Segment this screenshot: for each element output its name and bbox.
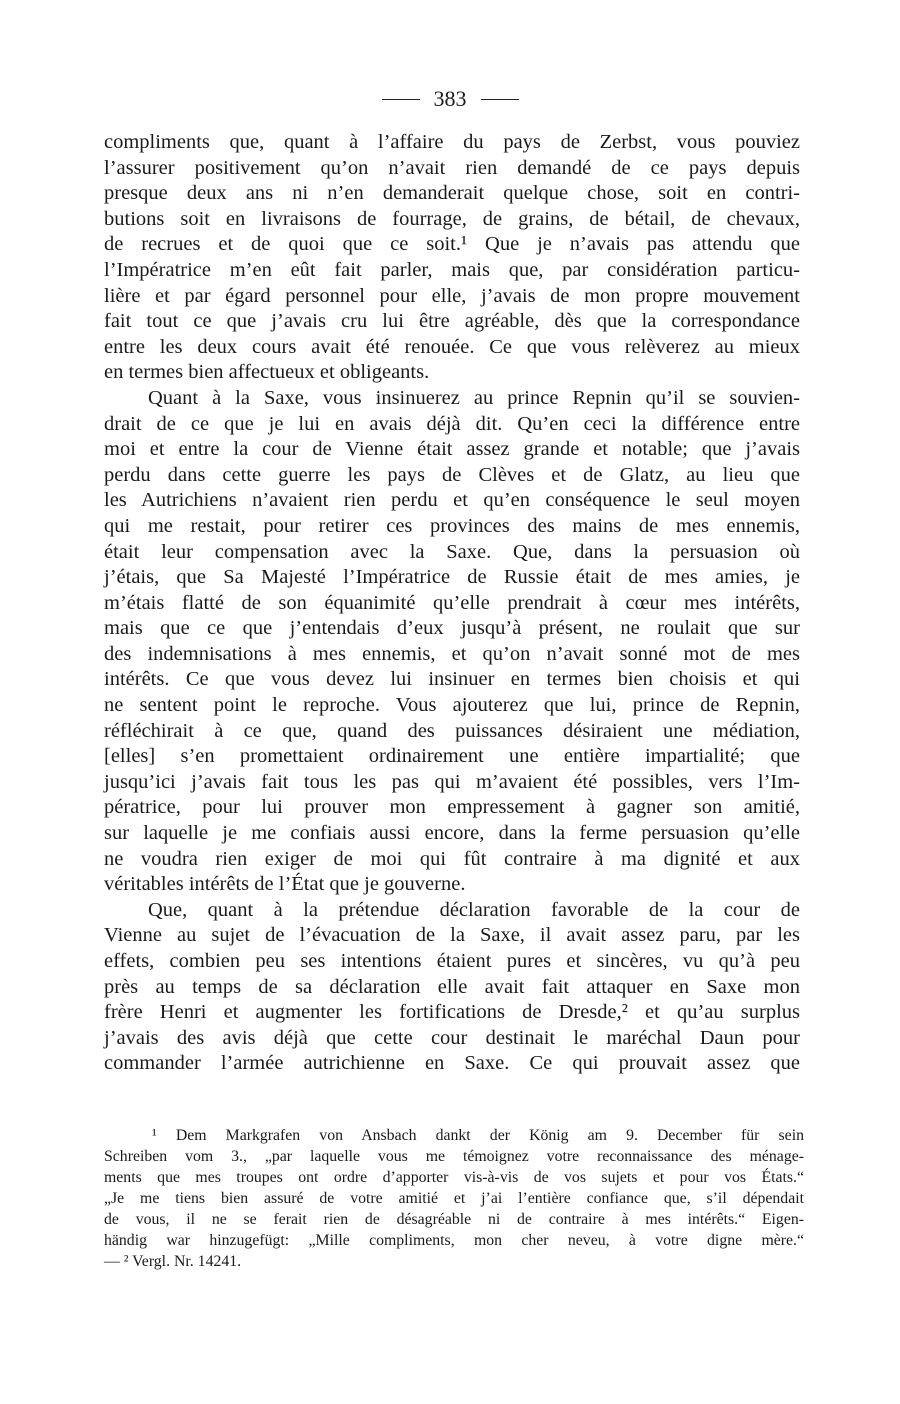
text-line: Que, quant à la prétendue déclaration favorable de la cour de [148,898,800,921]
text-line: entre les deux cours avait été renouée. Ce que vous relèverez au mieux [104,335,800,358]
footnote-line: ¹ Dem Markgrafen von Ansbach dankt der König am 9. December für sein [152,1127,804,1144]
text-line: ne voudra rien exiger de moi qui fût contraire à ma dignité et aux [104,847,800,870]
text-line: m’étais flatté de son équanimité qu’elle prendrait à cœur mes intérêts, [104,591,800,614]
text-line: sur laquelle je me confiais aussi encore, dans la ferme persuasion qu’elle [104,822,800,845]
header-rule-left [382,99,420,100]
footnote-line: händig war hinzugefügt: „Mille compliments, mon cher neveu, à votre digne mère.“ [104,1232,804,1249]
page-number: 383 [433,86,467,111]
text-line: presque deux ans ni n’en demanderait quelque chose, soit en contri- [104,182,800,205]
text-line: [elles] s’en promettaient ordinairement une entière impartialité; que [104,745,800,768]
text-line: j’étais, que Sa Majesté l’Impératrice de Russie était de mes amies, je [104,566,800,589]
text-line: pératrice, pour lui prouver mon empressement à gagner son amitié, [104,796,800,819]
footnote-line: „Je me tiens bien assuré de votre amitié et j’ai l’entière confiance que, s’il dépendait [104,1190,804,1207]
text-line: l’Impératrice m’en eût fait parler, mais que, par considération particu- [104,258,800,281]
text-line: Vienne au sujet de l’évacuation de la Saxe, il avait assez paru, par les [104,924,800,947]
text-line: de recrues et de quoi que ce soit.¹ Que je n’avais pas attendu que [104,233,800,256]
text-line: l’assurer positivement qu’on n’avait rien demandé de ce pays depuis [104,156,800,179]
text-line: commander l’armée autrichienne en Saxe. Ce qui prouvait assez que [104,1052,800,1075]
text-line: intérêts. Ce que vous devez lui insinuer en termes bien choisis et qui [104,668,800,691]
text-line: véritables intérêts de l’État que je gouverne. [104,873,466,896]
footnote-line: — ² Vergl. Nr. 14241. [104,1253,242,1270]
page-header [0,84,900,114]
paragraph-3 [104,898,800,1077]
text-line: moi et entre la cour de Vienne était assez grande et notable; que j’avais [104,438,800,461]
footnote-line: ments que mes troupes ont ordre d’apporter vis-à-vis de vos sujets et pour vos États.“ [104,1169,804,1186]
text-line: Quant à la Saxe, vous insinuerez au prince Repnin qu’il se souvien- [148,386,800,409]
paragraph-2 [104,386,800,898]
text-line: des indemnisations à mes ennemis, et qu’on n’avait sonné mot de mes [104,642,800,665]
text-line: perdu dans cette guerre les pays de Clèves et de Glatz, au lieu que [104,463,800,486]
text-line: jusqu’ici j’avais fait tous les pas qui m’avaient été possibles, vers l’Im- [104,770,800,793]
text-line: ne sentent point le reproche. Vous ajouterez que lui, prince de Repnin, [104,694,800,717]
text-line: j’avais des avis déjà que cette cour destinait le maréchal Daun pour [104,1026,800,1049]
header-rule-right [481,99,519,100]
text-line: réfléchirait à ce que, quand des puissances désiraient une médiation, [104,719,800,742]
paragraph-1 [104,130,800,386]
main-text [104,130,800,1077]
text-line: compliments que, quant à l’affaire du pays de Zerbst, vous pouviez [104,131,800,153]
text-line: en termes bien affectueux et obligeants. [104,361,430,384]
text-line: qui me restait, pour retirer ces provinces des mains de mes ennemis, [104,514,800,537]
text-line: effets, combien peu ses intentions étaient pures et sincères, vu qu’à peu [104,950,800,972]
text-line: fait tout ce que j’avais cru lui être agréable, dès que la correspondance [104,310,800,333]
text-line: frère Henri et augmenter les fortifications de Dresde,² et qu’au surplus [104,1001,800,1024]
footnote-line: Schreiben vom 3., „par laquelle vous me témoignez votre reconnaissance des ménage- [104,1148,804,1165]
text-line: butions soit en livraisons de fourrage, de grains, de bétail, de chevaux, [104,207,800,230]
text-line: lière et par égard personnel pour elle, j’avais de mon propre mouvement [104,284,800,307]
text-line: mais que ce que j’entendais d’eux jusqu’à présent, ne roulait que sur [104,617,800,640]
footnotes [104,1125,804,1272]
text-line: était leur compensation avec la Saxe. Que, dans la persuasion où [104,540,800,563]
text-line: près au temps de sa déclaration elle avait fait attaquer en Saxe mon [104,975,800,998]
text-line: drait de ce que je lui en avais déjà dit. Qu’en ceci la différence entre [104,412,800,435]
footnote-line: de vous, il ne se ferait rien de désagréable ni de contraire à mes intérêts.“ Eigen- [104,1211,804,1228]
text-line: les Autrichiens n’avaient rien perdu et qu’en conséquence le seul moyen [104,489,800,512]
